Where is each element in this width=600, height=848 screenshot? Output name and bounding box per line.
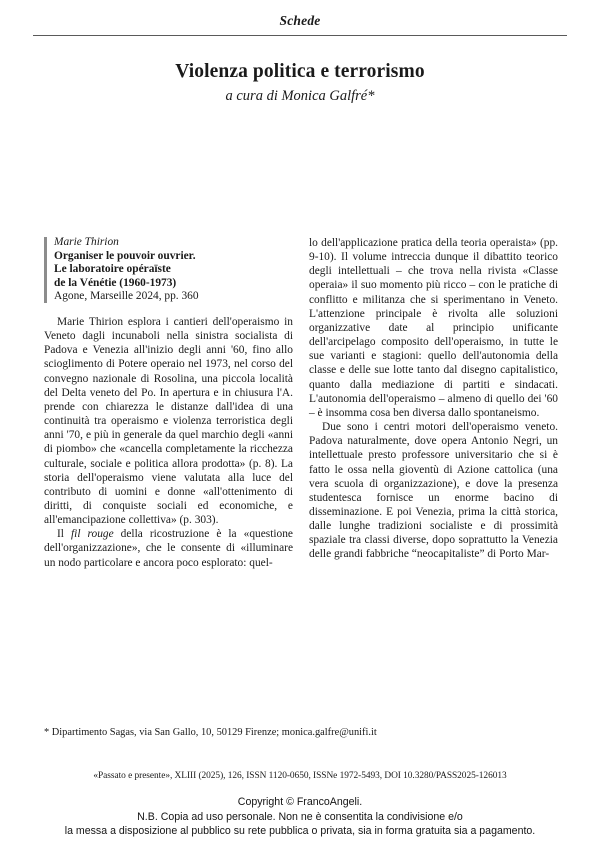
left-paragraph-2 (44, 527, 293, 569)
left-paragraph-1: Marie Thirion esplora i cantieri dell'operaismo in Veneto dagli incunaboli nella sinistra socialista di Padova e Venezia all'inizio degli anni '60, fino allo scioglimento di Potere operaio nel 1973, nel corso del convegno nazionale di Rosolina, una piccola località del Delta veneto del Po. In apertura e in chiusura l'A. prende con chiarezza le distanze dall'idea di una continuità tra operaismo e violenza terroristica degli anni '70, e più in generale da quel marchio degli «anni di piombo» che «cancella completamente la ricchezza culturale, sociale e politica allora prodotta» (p. 8). La storia dell'operaismo viene valutata alla luce del contributo di uomini e donne «all'ottenimento di diritti, di conquiste sociali ed economiche, e all'emancipazione collettiva» (p. 303). (44, 315, 293, 527)
copyright-notice (0, 795, 600, 839)
copyright-line-2: N.B. Copia ad uso personale. Non ne è consentita la condivisione e/o (137, 810, 463, 823)
copyright-line-1: Copyright © FrancoAngeli. (237, 796, 363, 808)
footnote: * Dipartimento Sagas, via San Gallo, 10, 50129 Firenze; monica.galfre@unifi.it (44, 727, 377, 738)
journal-reference-line: «Passato e presente», XLIII (2025), 126, ISSN 1120-0650, ISSNe 1972-5493, DOI 10.3280/PASS2025-126013 (93, 771, 507, 781)
citation-title-line-1: Organiser le pouvoir ouvrier. (54, 249, 196, 262)
page-title: Violenza politica e terrorismo (175, 61, 425, 83)
left-paragraph-2-suffix: della ricostruzione è la «questione dell'organizzazione», che le consente di «illuminare un nodo particolare e ancora poco esplorato: quel- (44, 528, 293, 569)
running-head: Schede (279, 13, 321, 28)
byline: a cura di Monica Galfré* (225, 88, 375, 104)
citation-title-line-3: de la Vénétie (1960-1973) (54, 276, 177, 289)
citation-imprint: Agone, Marseille 2024, pp. 360 (54, 290, 199, 303)
left-paragraph-2-prefix: Il (57, 528, 71, 541)
right-column (309, 236, 558, 712)
right-paragraph-1: lo dell'applicazione pratica della teoria operaista» (pp. 9-10). Il volume intreccia dunque il dibattito teorico degli intellettuali – che trova nella rivista «Classe operaia» il suo momento più ricco – con le pratiche di conflitto e militanza che si sperimentano in Veneto. L'attenzione principale è rivolta alle soluzioni organizzative date al principio unificante dell'arcipelago composito dell'operaismo, in tutte le sue varianti e stagioni: quello dell'autonomia della classe e delle sue lotte tanto dal disegno capitalistico, quanto dalla mediazione di partiti e sindacati. L'autonomia dell'operaismo – almeno di quello dei '60 – è insomma cosa ben diversa dallo spontaneismo. (309, 237, 558, 419)
header-rule (33, 35, 567, 36)
left-paragraph-2-italic: fil rouge (70, 528, 114, 541)
right-paragraph-2: Due sono i centri motori dell'operaismo veneto. Padova naturalmente, dove opera Antonio Negri, un intellettuale presto professore universitario che si è fatto le ossa nella gioventù di Azione cattolica (una vera scuola di organizzazione), e dove la presenza studentesca fornisce un enorme bacino di disseminazione. E poi Venezia, prima la città storica, dalle lunghe tradizioni socialiste e di prossimità spaziale tra classi diverse, dopo soprattutto la Venezia delle grandi fabbriche “neocapitaliste” di Porto Mar- (309, 421, 558, 561)
copyright-line-3: la messa a disposizione al pubblico su rete pubblica o privata, sia in forma gratuita sia a pagamento. (64, 825, 536, 838)
citation-author: Marie Thirion (54, 236, 119, 248)
body-columns (44, 236, 558, 712)
left-column (44, 236, 293, 712)
citation-title-line-2: Le laboratoire opéraïste (54, 263, 171, 276)
book-citation (44, 236, 293, 304)
